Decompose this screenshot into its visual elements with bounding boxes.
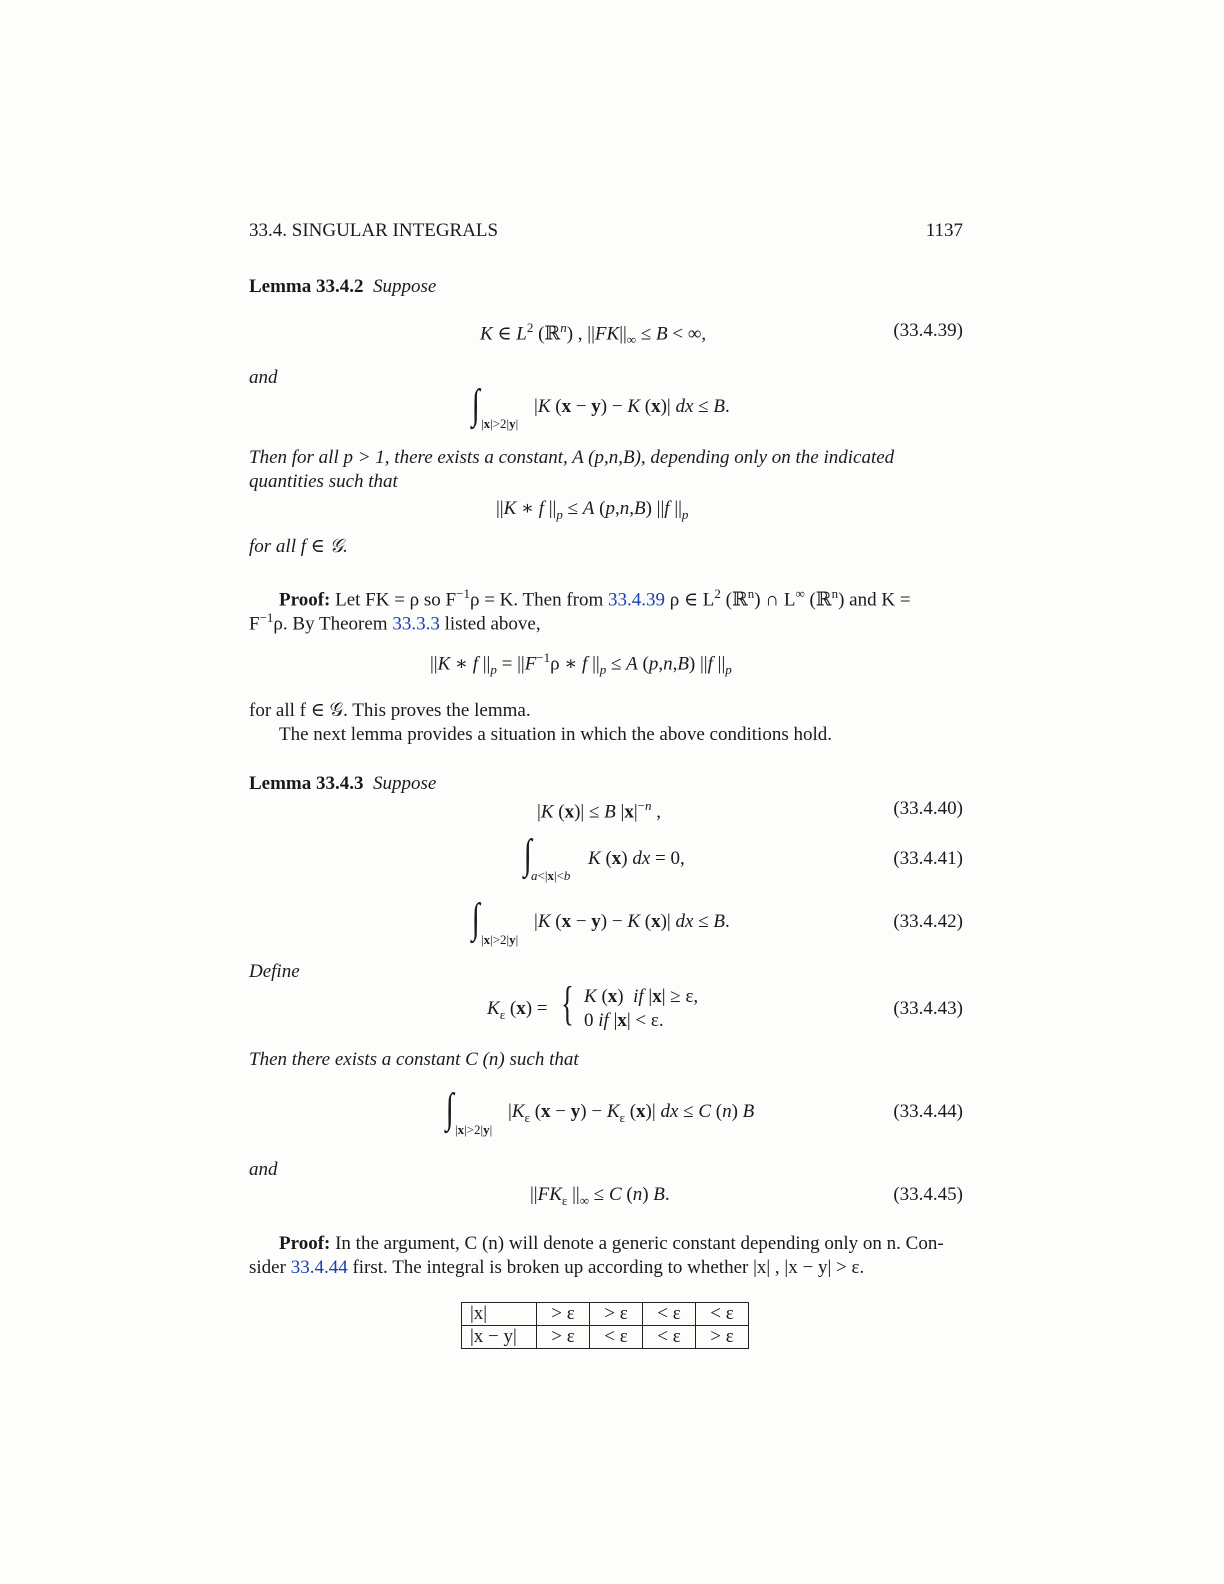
theorem-reference-link[interactable]: 33.3.3: [392, 613, 440, 635]
table-cell: > ε: [537, 1303, 590, 1326]
and-word: and: [249, 1159, 278, 1180]
proof-line1: [279, 1232, 944, 1256]
table-cell: < ε: [696, 1303, 749, 1326]
proof-text: F: [249, 613, 260, 635]
equation-40: |K (x)| ≤ B $|x|^{-n}$ ,: [537, 798, 661, 823]
proof-text: Let FK = ρ so F: [335, 589, 457, 611]
proof-label: Proof:: [279, 1233, 331, 1254]
page-number: 1137: [925, 220, 963, 241]
equation-43-lhs: $K_\varepsilon$ (x) =: [487, 998, 548, 1022]
equation-number: (33.4.39): [893, 320, 963, 341]
equation-number: (33.4.43): [893, 998, 963, 1019]
table-row: [462, 1303, 749, 1326]
table-cell: > ε: [590, 1303, 643, 1326]
proof-text: (ℝ: [809, 589, 832, 611]
and-word: and: [249, 367, 278, 388]
table-cell: < ε: [643, 1303, 696, 1326]
equation-41-integral: ∫: [523, 832, 532, 878]
proof-label: Proof:: [279, 589, 331, 611]
table-cell: > ε: [537, 1326, 590, 1349]
equation-number: (33.4.45): [893, 1184, 963, 1205]
equation-41: K (x) dx = 0,: [588, 848, 685, 869]
equation-reference-link[interactable]: 33.4.39: [608, 589, 666, 611]
equation-43-case2: 0 if |x| < ε.: [584, 1010, 664, 1031]
equation-number: (33.4.42): [893, 911, 963, 932]
define-word: Define: [249, 961, 300, 982]
integral-domain: |x|>2|y|: [481, 416, 519, 431]
proof-text: sider: [249, 1257, 286, 1278]
integral-domain: a<|x|<b: [531, 868, 571, 883]
equation-proof-chain: ||K ∗ f $||_p = ||F^{-1}\rho$ ∗ f $||_p \le A$ (p,n,B) ||f $||_p$: [430, 650, 732, 678]
equation-45: $||FK_\varepsilon$ $||_\infty \le C$ (n) B.: [530, 1184, 670, 1208]
lemma-title: Lemma 33.4.2: [249, 276, 364, 297]
lemma-conclusion: Then there exists a constant C (n) such that: [249, 1049, 579, 1070]
lemma-conclusion-line1: Then for all p > 1, there exists a constant, A (p,n,B), depending only on the indicated: [249, 447, 895, 468]
for-all-line: for all f ∈ 𝒢.: [249, 536, 348, 557]
equation-integral-condition: ∫: [471, 382, 480, 428]
integral-domain: |x|>2|y|: [455, 1122, 493, 1137]
proof-text: ρ = K. Then from: [469, 589, 604, 611]
proof-conclusion: for all f ∈ 𝒢. This proves the lemma.: [249, 700, 531, 721]
integral-domain: |x|>2|y|: [481, 932, 519, 947]
case-table: [461, 1302, 749, 1349]
proof-line2: $F^{-1}\rho$. By Theorem 33.3.3 listed above,: [249, 610, 541, 635]
lemma-title: Lemma 33.4.3: [249, 773, 364, 794]
equation-42: |K (x − y) − K (x)| dx ≤ B.: [534, 911, 730, 932]
equation-43-case1: K (x) if |x| ≥ ε,: [584, 986, 699, 1007]
equation-42-integral: ∫: [471, 896, 480, 942]
table-cell: |x − y|: [462, 1326, 537, 1349]
lemma-conclusion-line2: quantities such that: [249, 471, 398, 492]
table-cell: < ε: [643, 1326, 696, 1349]
equation-44-integral: ∫: [445, 1086, 454, 1132]
equation-number: (33.4.44): [893, 1101, 963, 1122]
proof-text: ρ ∈ L: [669, 589, 715, 611]
equation-reference-link[interactable]: 33.4.44: [290, 1257, 348, 1278]
equation-inequality: ||K ∗ f $||_p \le A$ (p,n,B) ||f $||_p$: [496, 498, 689, 522]
proof-text: (ℝ: [725, 589, 748, 611]
table-row: [462, 1326, 749, 1349]
table-cell: |x|: [462, 1303, 537, 1326]
proof-text: ρ. By Theorem: [273, 613, 388, 635]
proof-text: listed above,: [444, 613, 541, 635]
next-lemma-intro: The next lemma provides a situation in which the above conditions hold.: [279, 724, 832, 745]
proof-text: In the argument, C (n) will denote a generic constant depending only on n. Con-: [335, 1233, 944, 1254]
equation-number: (33.4.40): [893, 798, 963, 819]
lemma-suppose: Suppose: [373, 276, 437, 297]
running-header: 33.4. SINGULAR INTEGRALS: [249, 220, 499, 241]
lemma-heading: [249, 275, 436, 299]
left-brace: {: [561, 977, 574, 1030]
proof-text: first. The integral is broken up according to whether |x| , |x − y| > ε.: [352, 1257, 865, 1278]
lemma-heading: [249, 772, 436, 796]
lemma-suppose: Suppose: [373, 773, 437, 794]
proof-text: ) ∩ L: [754, 589, 796, 611]
equation-39: K ∈ $L^2$ (ℝ$^n$) , $||FK||_\infty \le B$ < ∞,: [480, 320, 707, 348]
proof-text: ) and K =: [838, 589, 911, 611]
table-cell: > ε: [696, 1326, 749, 1349]
equation-number: (33.4.41): [893, 848, 963, 869]
equation-44: $|K_\varepsilon$ $(x - y) - K_\varepsilon$ (x)| dx ≤ C (n) B: [508, 1101, 755, 1125]
proof-line1: Proof: Let FK = ρ so $F^{-1}\rho = K$. Then from 33.4.39 ρ ∈ $L^2$ (ℝ$^n$) ∩ L∞ (ℝ$^n$) and K =: [279, 586, 911, 611]
table-cell: < ε: [590, 1326, 643, 1349]
integral-body: |K (x − y) − K (x)| dx ≤ B.: [534, 396, 730, 417]
proof-line2: [249, 1256, 864, 1280]
